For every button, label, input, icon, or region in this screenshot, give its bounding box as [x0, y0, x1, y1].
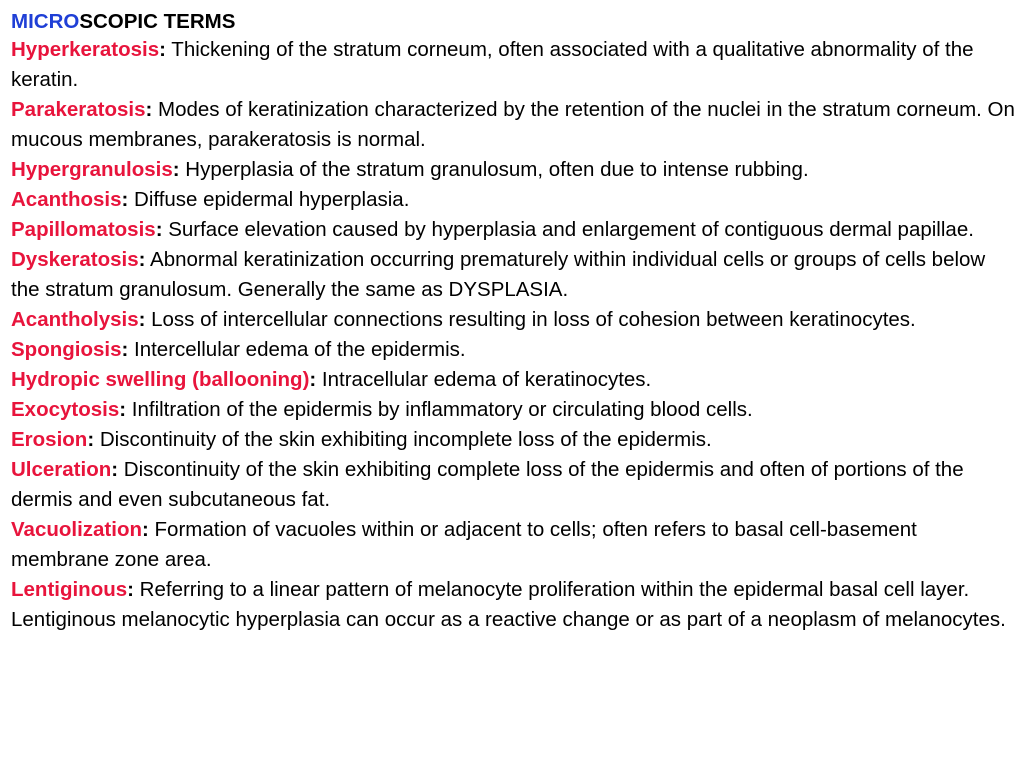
term-colon: :	[111, 458, 119, 481]
definition-entry	[11, 185, 1016, 215]
term-name: Lentiginous	[11, 578, 128, 601]
term-definition: Formation of vacuoles within or adjacent to cells; often refers to basal cell-basement membrane zone area.	[11, 518, 917, 571]
term-colon: :	[138, 248, 146, 271]
term-name: Ulceration	[11, 458, 112, 481]
definition-entry	[11, 95, 1016, 155]
slide-title	[11, 9, 1016, 35]
term-definition: Abnormal keratinization occurring prematurely within individual cells or groups of cells below the stratum granulosum. Generally the same as DYSPLASIA.	[11, 248, 986, 301]
term-colon: :	[159, 38, 166, 61]
term-colon: :	[172, 158, 180, 181]
slide-content	[11, 9, 1016, 635]
term-definition: Diffuse epidermal hyperplasia.	[128, 188, 410, 211]
term-definition: Intracellular edema of keratinocytes.	[316, 368, 652, 391]
term-definition: Discontinuity of the skin exhibiting complete loss of the epidermis and often of portions of the dermis and even subcutaneous fat.	[11, 458, 964, 511]
term-definition: Modes of keratinization characterized by the retention of the nuclei in the stratum corneum. On mucous membranes, parakeratosis is normal.	[11, 98, 1015, 151]
term-colon: :	[309, 368, 317, 391]
term-definition: Referring to a linear pattern of melanocyte proliferation within the epidermal basal cell layer. Lentiginous melanocytic hyperplasia can occur as a reactive change or as part of a neoplasm of melanocytes.	[11, 578, 1006, 631]
term-colon: :	[87, 428, 95, 451]
term-name: Dyskeratosis	[11, 248, 139, 271]
term-definition: Discontinuity of the skin exhibiting incomplete loss of the epidermis.	[94, 428, 712, 451]
term-definition: Intercellular edema of the epidermis.	[128, 338, 466, 361]
term-name: Vacuolization	[11, 518, 142, 541]
term-name: Exocytosis	[11, 398, 120, 421]
term-definition: Hyperplasia of the stratum granulosum, often due to intense rubbing.	[179, 158, 809, 181]
term-definition: Loss of intercellular connections resulting in loss of cohesion between keratinocytes.	[145, 308, 916, 331]
term-colon: :	[119, 398, 127, 421]
term-colon: :	[142, 518, 149, 541]
term-name: Spongiosis	[11, 338, 122, 361]
definition-entry	[11, 245, 1016, 305]
term-colon: :	[121, 188, 129, 211]
definition-entry	[11, 395, 1016, 425]
term-name: Hydropic swelling (ballooning)	[11, 368, 310, 391]
definition-entry	[11, 425, 1016, 455]
definition-entry	[11, 305, 1016, 335]
term-name: Erosion	[11, 428, 88, 451]
term-colon: :	[155, 218, 163, 241]
definition-entry	[11, 515, 1016, 575]
term-colon: :	[127, 578, 134, 601]
definition-entry	[11, 575, 1016, 635]
term-name: Hyperkeratosis	[11, 38, 160, 61]
term-name: Acanthosis	[11, 188, 122, 211]
term-name: Papillomatosis	[11, 218, 156, 241]
title-rest: SCOPIC TERMS	[79, 10, 236, 33]
definition-entry	[11, 215, 1016, 245]
term-colon: :	[121, 338, 129, 361]
term-definition: Thickening of the stratum corneum, often associated with a qualitative abnormality of the keratin.	[11, 38, 974, 91]
term-name: Hypergranulosis	[11, 158, 173, 181]
term-name: Parakeratosis	[11, 98, 146, 121]
term-colon: :	[138, 308, 146, 331]
definition-entry	[11, 365, 1016, 395]
term-name: Acantholysis	[11, 308, 139, 331]
term-definition: Infiltration of the epidermis by inflammatory or circulating blood cells.	[126, 398, 753, 421]
title-accent: MICRO	[11, 10, 80, 33]
term-colon: :	[145, 98, 153, 121]
term-definition: Surface elevation caused by hyperplasia and enlargement of contiguous dermal papillae.	[162, 218, 974, 241]
definition-entry	[11, 335, 1016, 365]
definition-entry	[11, 155, 1016, 185]
definition-entry	[11, 455, 1016, 515]
definition-entry	[11, 35, 1016, 95]
